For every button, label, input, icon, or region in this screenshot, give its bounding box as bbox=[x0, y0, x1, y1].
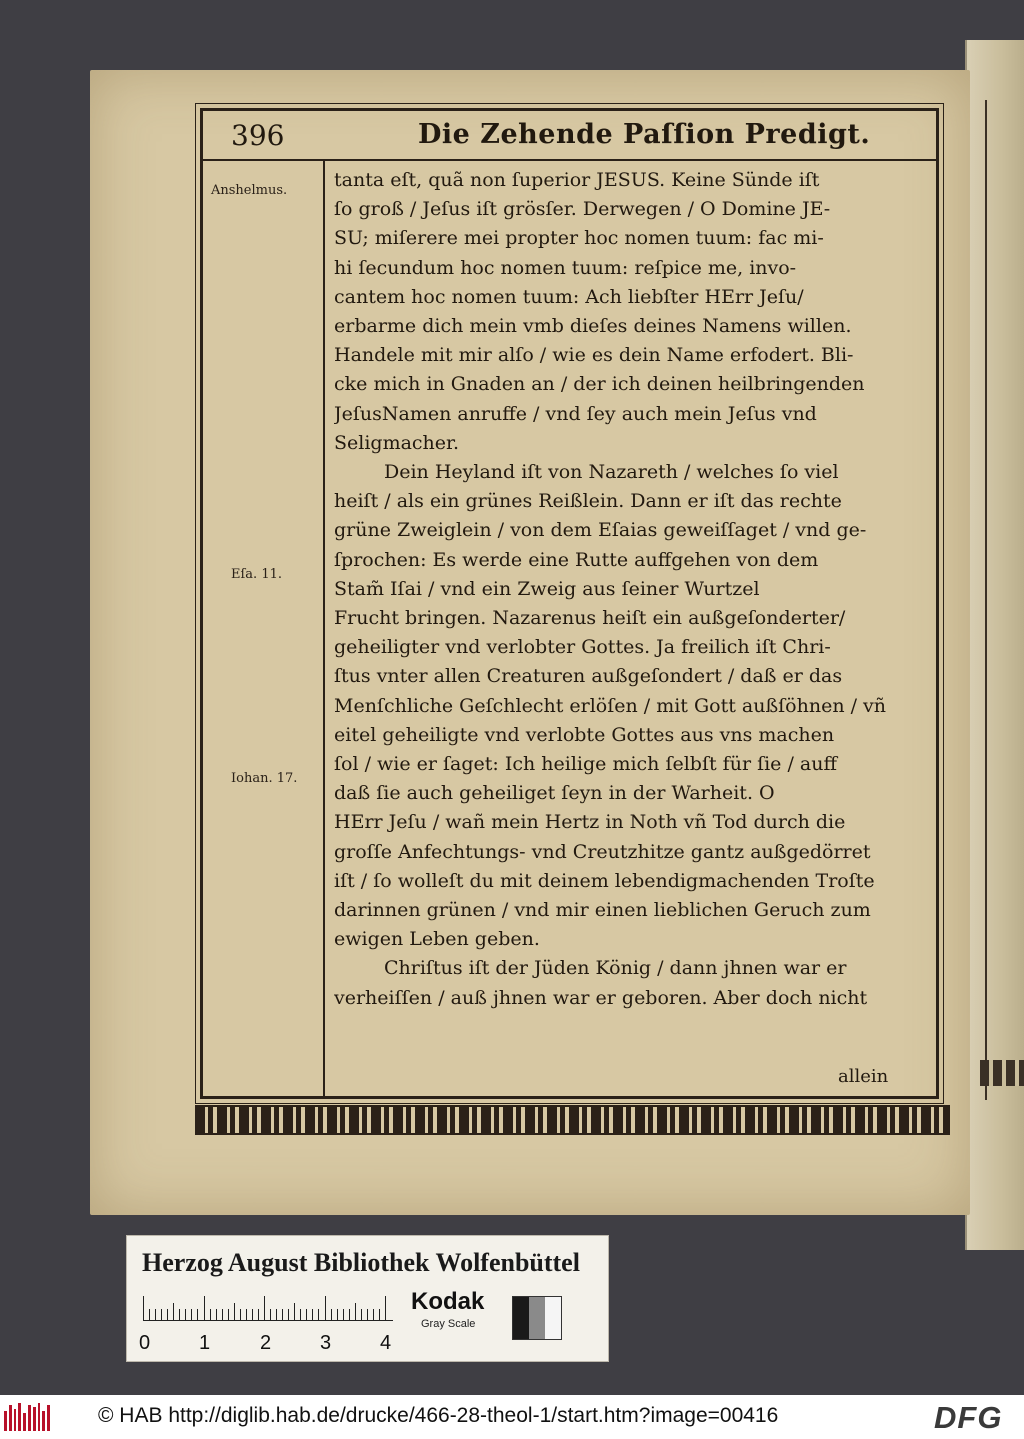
page-number: 396 bbox=[231, 119, 285, 152]
running-head bbox=[203, 111, 936, 161]
scale-number: 4 bbox=[380, 1332, 392, 1354]
ruler-tick bbox=[155, 1309, 156, 1320]
ruler-tick bbox=[270, 1309, 271, 1320]
text-line: hi ſecundum hoc nomen tuum: reſpice me, invo- bbox=[334, 256, 797, 279]
color-card bbox=[126, 1235, 609, 1362]
text-line: HErr Jeſu / wañ mein Hertz in Noth vñ Tod durch die bbox=[334, 811, 846, 834]
body-text bbox=[334, 166, 929, 1013]
ornament-border bbox=[195, 1105, 950, 1135]
ruler-tick bbox=[343, 1309, 344, 1320]
ruler-tick bbox=[349, 1309, 350, 1320]
text-line: tanta eſt, quã non ſuperior JESUS. Keine Sünde iſt bbox=[334, 169, 820, 191]
running-head-title: Die Zehende Paſſion Predigt. bbox=[418, 119, 871, 150]
text-line: erbarme dich mein vmb dieſes deines Namens willen. bbox=[334, 315, 852, 338]
text-line: groſſe Anfechtungs- vnd Creutzhitze gantz außgedörret bbox=[334, 840, 871, 863]
text-line: ewigen Leben geben. bbox=[334, 928, 540, 951]
ruler-tick bbox=[179, 1309, 180, 1320]
ruler-tick bbox=[318, 1309, 319, 1320]
ruler-tick bbox=[264, 1296, 265, 1320]
text-line: verheiſſen / auß jhnen war er geboren. Aber doch nicht bbox=[334, 986, 868, 1009]
ruler-tick bbox=[325, 1296, 326, 1320]
text-line: eitel geheiligte vnd verlobte Gottes aus vns machen bbox=[334, 723, 835, 746]
text-line: Seligmacher. bbox=[334, 431, 460, 454]
text-line: Chriſtus iſt der Jüden König / dann jhnen war er bbox=[384, 957, 847, 980]
text-line: Handele mit mir alſo / wie es dein Name erfodert. Bli- bbox=[334, 344, 854, 367]
ruler-tick bbox=[240, 1309, 241, 1320]
text-line: JeſusNamen anruffe / vnd ſey auch mein Jeſus vnd bbox=[334, 402, 817, 425]
gray-swatch-black bbox=[513, 1297, 529, 1339]
text-line: Menſchliche Geſchlecht erlöſen / mit Gott außſöhnen / vñ bbox=[334, 694, 887, 717]
scale-ruler bbox=[143, 1294, 393, 1321]
library-name: Herzog August Bibliothek Wolfenbüttel bbox=[142, 1248, 580, 1277]
ruler-tick bbox=[282, 1309, 283, 1320]
gray-swatch-mid bbox=[529, 1297, 545, 1339]
text-line: ſprochen: Es werde eine Rutte auffgehen von dem bbox=[334, 548, 819, 571]
catchword: allein bbox=[838, 1066, 889, 1087]
text-line: darinnen grünen / vnd mir einen lieblichen Geruch zum bbox=[334, 899, 871, 922]
text-line: Dein Heyland iſt von Nazareth / welches ſo viel bbox=[384, 461, 839, 484]
text-line: SU; miſerere mei propter hoc nomen tuum: fac mi- bbox=[334, 227, 824, 250]
ruler-tick bbox=[161, 1309, 162, 1320]
ruler-tick bbox=[379, 1309, 380, 1320]
ruler-tick bbox=[185, 1309, 186, 1320]
footer-url-text[interactable]: © HAB http://diglib.hab.de/drucke/466-28-theol-1/start.htm?image=00416 bbox=[98, 1404, 779, 1427]
ruler-tick bbox=[373, 1309, 374, 1320]
ruler-tick bbox=[210, 1309, 211, 1320]
ruler-tick bbox=[355, 1303, 356, 1320]
text-line: grüne Zweiglein / von dem Eſaias geweiſſaget / vnd ge- bbox=[334, 519, 867, 542]
margin-note-esaias: Eſa. 11. bbox=[231, 567, 282, 582]
text-line: Frucht bringen. Nazarenus heiſt ein außgeſonderter/ bbox=[334, 607, 846, 630]
gray-swatch-white bbox=[545, 1297, 561, 1339]
text-line: Stam̃ Iſai / vnd ein Zweig aus ſeiner Wurtzel bbox=[334, 577, 760, 600]
ruler-tick bbox=[246, 1309, 247, 1320]
text-line: ſtus vnter allen Creaturen außgeſondert / daß er das bbox=[334, 665, 843, 688]
scale-number: 2 bbox=[260, 1332, 272, 1354]
margin-note-anshelmus: Anshelmus. bbox=[211, 183, 288, 198]
ruler-tick bbox=[173, 1303, 174, 1320]
ruler-tick bbox=[149, 1309, 150, 1320]
text-line: ſol / wie er ſaget: Ich heilige mich ſelbſt für ſie / auff bbox=[334, 753, 837, 776]
text-line: cantem hoc nomen tuum: Ach liebſter HErr Jeſu/ bbox=[334, 285, 804, 308]
ruler-tick bbox=[367, 1309, 368, 1320]
text-line: ſo groß / Jeſus iſt grösſer. Derwegen / O Domine JE- bbox=[334, 198, 831, 221]
ruler-tick bbox=[167, 1309, 168, 1320]
ruler-tick bbox=[306, 1309, 307, 1320]
ruler-tick bbox=[222, 1309, 223, 1320]
text-line: geheiligter vnd verlobter Gottes. Ja freilich iſt Chri- bbox=[334, 636, 831, 659]
ruler-tick bbox=[276, 1309, 277, 1320]
ruler-tick bbox=[331, 1309, 332, 1320]
ruler-tick bbox=[385, 1296, 386, 1320]
scale-number: 0 bbox=[139, 1332, 151, 1354]
ruler-tick bbox=[197, 1309, 198, 1320]
ruler-tick bbox=[288, 1309, 289, 1320]
ruler-tick bbox=[228, 1309, 229, 1320]
kodak-subtitle: Gray Scale bbox=[421, 1318, 476, 1330]
footer-bar bbox=[0, 1395, 1024, 1439]
gray-swatches bbox=[512, 1296, 562, 1340]
ruler-tick bbox=[361, 1309, 362, 1320]
ruler-tick bbox=[252, 1309, 253, 1320]
text-line: iſt / ſo wolleſt du mit deinem lebendigmachenden Troſte bbox=[334, 869, 875, 892]
book-page bbox=[90, 70, 970, 1215]
page-frame bbox=[200, 108, 939, 1099]
adjacent-page-rule bbox=[985, 100, 987, 1100]
text-line: daß ſie auch geheiliget ſeyn in der Warheit. O bbox=[334, 782, 775, 805]
hab-logo-icon bbox=[4, 1403, 50, 1431]
ruler-tick bbox=[337, 1309, 338, 1320]
ruler-tick bbox=[312, 1309, 313, 1320]
kodak-logo: Kodak bbox=[411, 1288, 485, 1315]
ruler-tick bbox=[191, 1309, 192, 1320]
scale-number: 1 bbox=[199, 1332, 211, 1354]
ruler-tick bbox=[234, 1303, 235, 1320]
ruler-tick bbox=[216, 1309, 217, 1320]
ruler-tick bbox=[204, 1296, 205, 1320]
ruler-tick bbox=[300, 1309, 301, 1320]
ruler-tick bbox=[143, 1296, 144, 1320]
text-line: cke mich in Gnaden an / der ich deinen heilbringenden bbox=[334, 373, 865, 396]
margin-note-johannes: Iohan. 17. bbox=[231, 771, 298, 786]
dfg-logo: DFG bbox=[934, 1400, 1003, 1435]
ruler-tick bbox=[258, 1309, 259, 1320]
ruler-tick bbox=[294, 1303, 295, 1320]
adjacent-ornament bbox=[980, 1060, 1024, 1086]
margin-rule bbox=[323, 159, 325, 1096]
scale-number: 3 bbox=[320, 1332, 332, 1354]
text-line: heiſt / als ein grünes Reißlein. Dann er iſt das rechte bbox=[334, 490, 842, 513]
